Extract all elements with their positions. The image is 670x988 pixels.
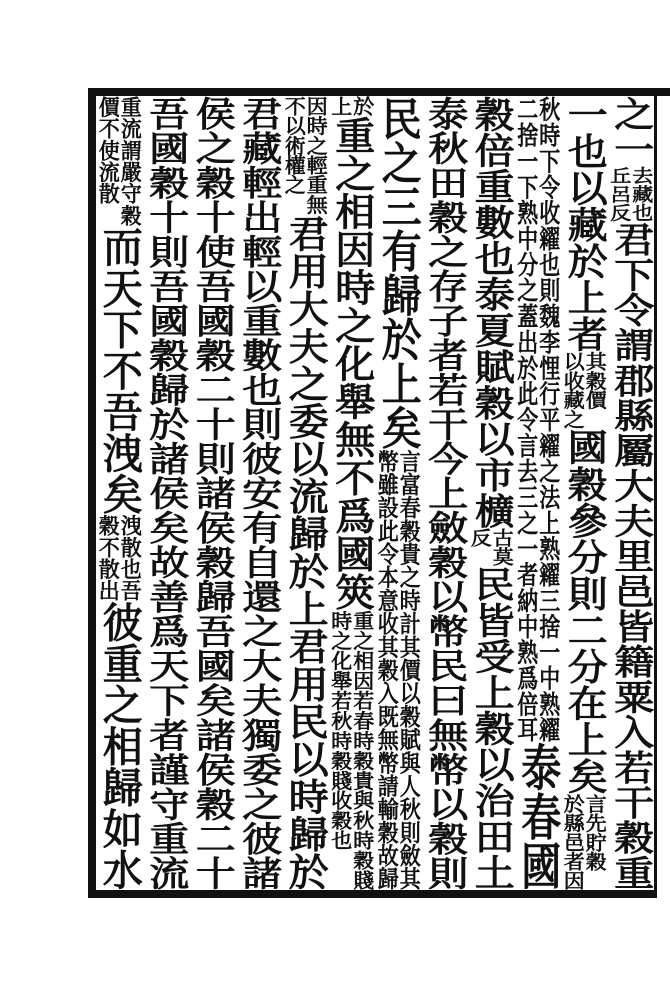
- main-text: 重之相因時之化舉無不爲國筴: [328, 115, 376, 611]
- text-column-8: [282, 96, 329, 890]
- annotation-right-line: 言富春穀貴之時計其價以穀賦與人秋則斂其: [397, 449, 423, 890]
- annotation: [561, 794, 609, 890]
- main-text: 吾國穀十則吾國穀歸於諸侯矣故善爲天下者謹守重流: [142, 96, 190, 890]
- text-column-4: [468, 96, 515, 890]
- annotation-right-line: 重流謂嚴守穀: [118, 96, 144, 226]
- annotation-left-line: 穀不散出: [96, 514, 122, 602]
- text-column-1: [608, 96, 655, 890]
- annotation: [375, 449, 423, 890]
- annotation-right-line: 其穀價: [583, 351, 609, 410]
- annotation-left-line: 以收藏之: [561, 351, 587, 429]
- frame-top-rule: [657, 88, 670, 96]
- annotation-left-line: 幣雖設此令本意收其穀入既無幣請輸穀故歸: [375, 449, 401, 890]
- main-text: 一也以藏於上者: [561, 96, 609, 352]
- text-column-10: [189, 96, 236, 890]
- annotation-left-line: 時之化舉若秋時穀賤收穀也: [328, 610, 354, 851]
- annotation: [330, 96, 374, 116]
- annotation: [516, 96, 560, 742]
- annotation-right-line: 於: [350, 96, 376, 116]
- text-block: [96, 96, 654, 890]
- annotation-right-line: 因時之輕重無: [304, 96, 330, 215]
- main-text: 國穀參分則二分在上矣: [561, 428, 609, 795]
- main-text: 泰春國: [514, 742, 562, 890]
- annotation: [96, 514, 144, 602]
- annotation-left-line: 上: [328, 96, 354, 116]
- annotation: [609, 166, 653, 221]
- text-column-2: [561, 96, 608, 890]
- main-text: 之一: [607, 96, 655, 167]
- annotation-right-line: 洩散也吾: [118, 514, 144, 602]
- main-text: 侯之穀十使吾國穀二十則諸侯穀歸吾國矣諸侯穀二十: [189, 96, 237, 890]
- annotation: [468, 528, 516, 566]
- text-column-7: [329, 96, 376, 890]
- text-column-5: [422, 96, 469, 890]
- annotation-right-line: 古莫: [490, 528, 516, 566]
- annotation-right-line: 重之相因若春時穀貴與秋時穀賤: [350, 610, 376, 890]
- annotation-left-line: 價不使流散: [96, 96, 122, 205]
- main-text: 泰秋田穀之存子者若干今上斂穀以幣民曰無幣以穀則: [421, 96, 469, 890]
- main-text: 彼重之相歸如水: [96, 601, 144, 890]
- annotation-left-line: 於縣邑者因: [561, 794, 587, 890]
- annotation-left-line: 二捨一下熟中分之蓋出於此令言去三之一者納中熟爲倍耳: [514, 96, 540, 743]
- main-text: 民之三有歸於上矣: [375, 96, 423, 450]
- main-text: 君下令謂郡縣屬大夫里邑皆籍粟入若干穀重: [607, 221, 655, 890]
- text-column-11: [143, 96, 190, 890]
- annotation: [561, 351, 609, 429]
- main-text: 君用大夫之委以流歸於上君用民以時歸於: [282, 214, 330, 890]
- annotation-left-line: 丘呂反: [607, 166, 633, 222]
- main-text: 君藏輕出輕以重數也則彼安有自還之大夫獨委之彼諸: [235, 96, 283, 890]
- text-column-6: [375, 96, 422, 890]
- text-column-3: [515, 96, 562, 890]
- annotation: [96, 96, 144, 226]
- text-column-12: [96, 96, 143, 890]
- main-text: 穀倍重數也泰夏賦穀以市櫎: [468, 96, 516, 529]
- annotation-left-line: 反: [468, 528, 494, 548]
- annotation: [282, 96, 330, 215]
- annotation-right-line: 言先貯穀: [583, 794, 609, 871]
- annotation: [330, 610, 374, 890]
- text-column-9: [236, 96, 283, 890]
- annotation-right-line: 去藏也: [629, 166, 655, 222]
- annotation-left-line: 不以術權之: [282, 96, 308, 195]
- annotation-right-line: 秋時下令收糴也則魏李悝行平糴之法上熟糴三捨一中熟糴: [536, 96, 562, 743]
- main-text: 而天下不吾洩矣: [96, 225, 144, 515]
- main-text: 民皆受上穀以治田土: [468, 565, 516, 890]
